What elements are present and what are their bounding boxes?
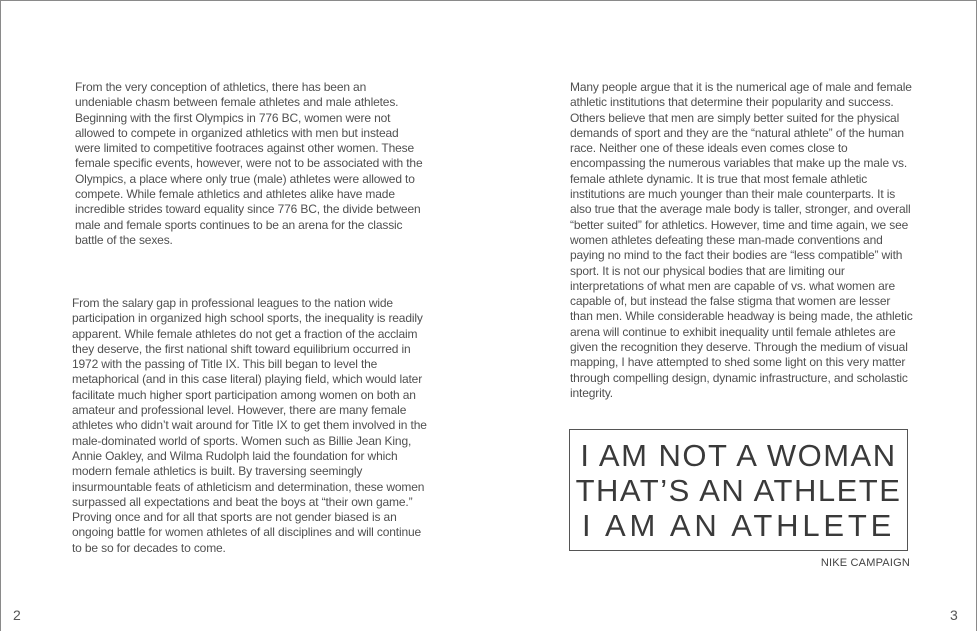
page-number-left: 2 <box>13 607 21 623</box>
left-paragraph-1: From the very conception of athletics, there has been an undeniable chasm between female athletes and male athletes. Beginning with the first Olympics in 776 BC, women were not allowed to compete in organized athletics with men but instead were limited to competitive footraces against other women. These female specific events, however, were not to be associated with the Olympics, a place where only true (male) athletes were allowed to compete. While female athletics and athletes alike have made incredible strides toward equality since 776 BC, the divide between male and female sports continues to be an arena for the classic battle of the sexes. <box>75 80 423 247</box>
quote-line-2: THAT’S AN ATHLETE <box>575 472 902 508</box>
quote-line-1: I AM NOT A WOMAN <box>580 437 897 473</box>
quote-box <box>569 429 908 551</box>
quote-line-3: I AM AN ATHLETE <box>581 507 896 543</box>
quote-caption: NIKE CAMPAIGN <box>820 557 910 569</box>
page-number-right: 3 <box>950 607 958 623</box>
left-paragraph-2: From the salary gap in professional leagues to the nation wide participation in organized high school sports, the inequality is readily apparent. While female athletes do not get a fraction of the acclaim they deserve, the first national shift toward equilibrium occurred in 1972 with the passing of Title IX. This bill began to level the metaphorical (and in this case literal) playing field, which would later facilitate much higher sport participation among women on both an amateur and professional level. However, there are many female athletes who didn’t wait around for Title IX to get them involved in the male-dominated world of sports. Women such as Billie Jean King, Annie Oakley, and Wilma Rudolph laid the foundation for which modern female athletics is built. By traversing seemingly insurmountable feats of athleticism and determination, these women surpassed all expectations and beat the boys at “their own game.” Proving once and for all that sports are not gender biased is an ongoing battle for women athletes of all disciplines and will continue to be so for decades to come. <box>72 296 427 555</box>
right-paragraph-1: Many people argue that it is the numerical age of male and female athletic institutions that determine their popularity and success. Others believe that men are simply better suited for the physical demands of sport and they are the “natural athlete” of the human race. Neither one of these ideals even comes close to encompassing the numerous variables that make up the male vs. female athlete dynamic. It is true that most female athletic institutions are much younger than their male counterparts. It is also true that the average male body is taller, stronger, and overall “better suited” for athletics. However, time and time again, we see women athletes defeating these man-made conventions and paying no mind to the fact their bodies are “less compatible” with sport. It is not our physical bodies that are limiting our interpretations of what men are capable of vs. what women are capable of, but instead the false stigma that women are lesser than men. While considerable headway is being made, the athletic arena will continue to exhibit inequality until female athletes are given the recognition they deserve. Through the medium of visual mapping, I have attempted to shed some light on this very matter through compelling design, dynamic infrastructure, and scholastic integrity. <box>570 80 913 400</box>
